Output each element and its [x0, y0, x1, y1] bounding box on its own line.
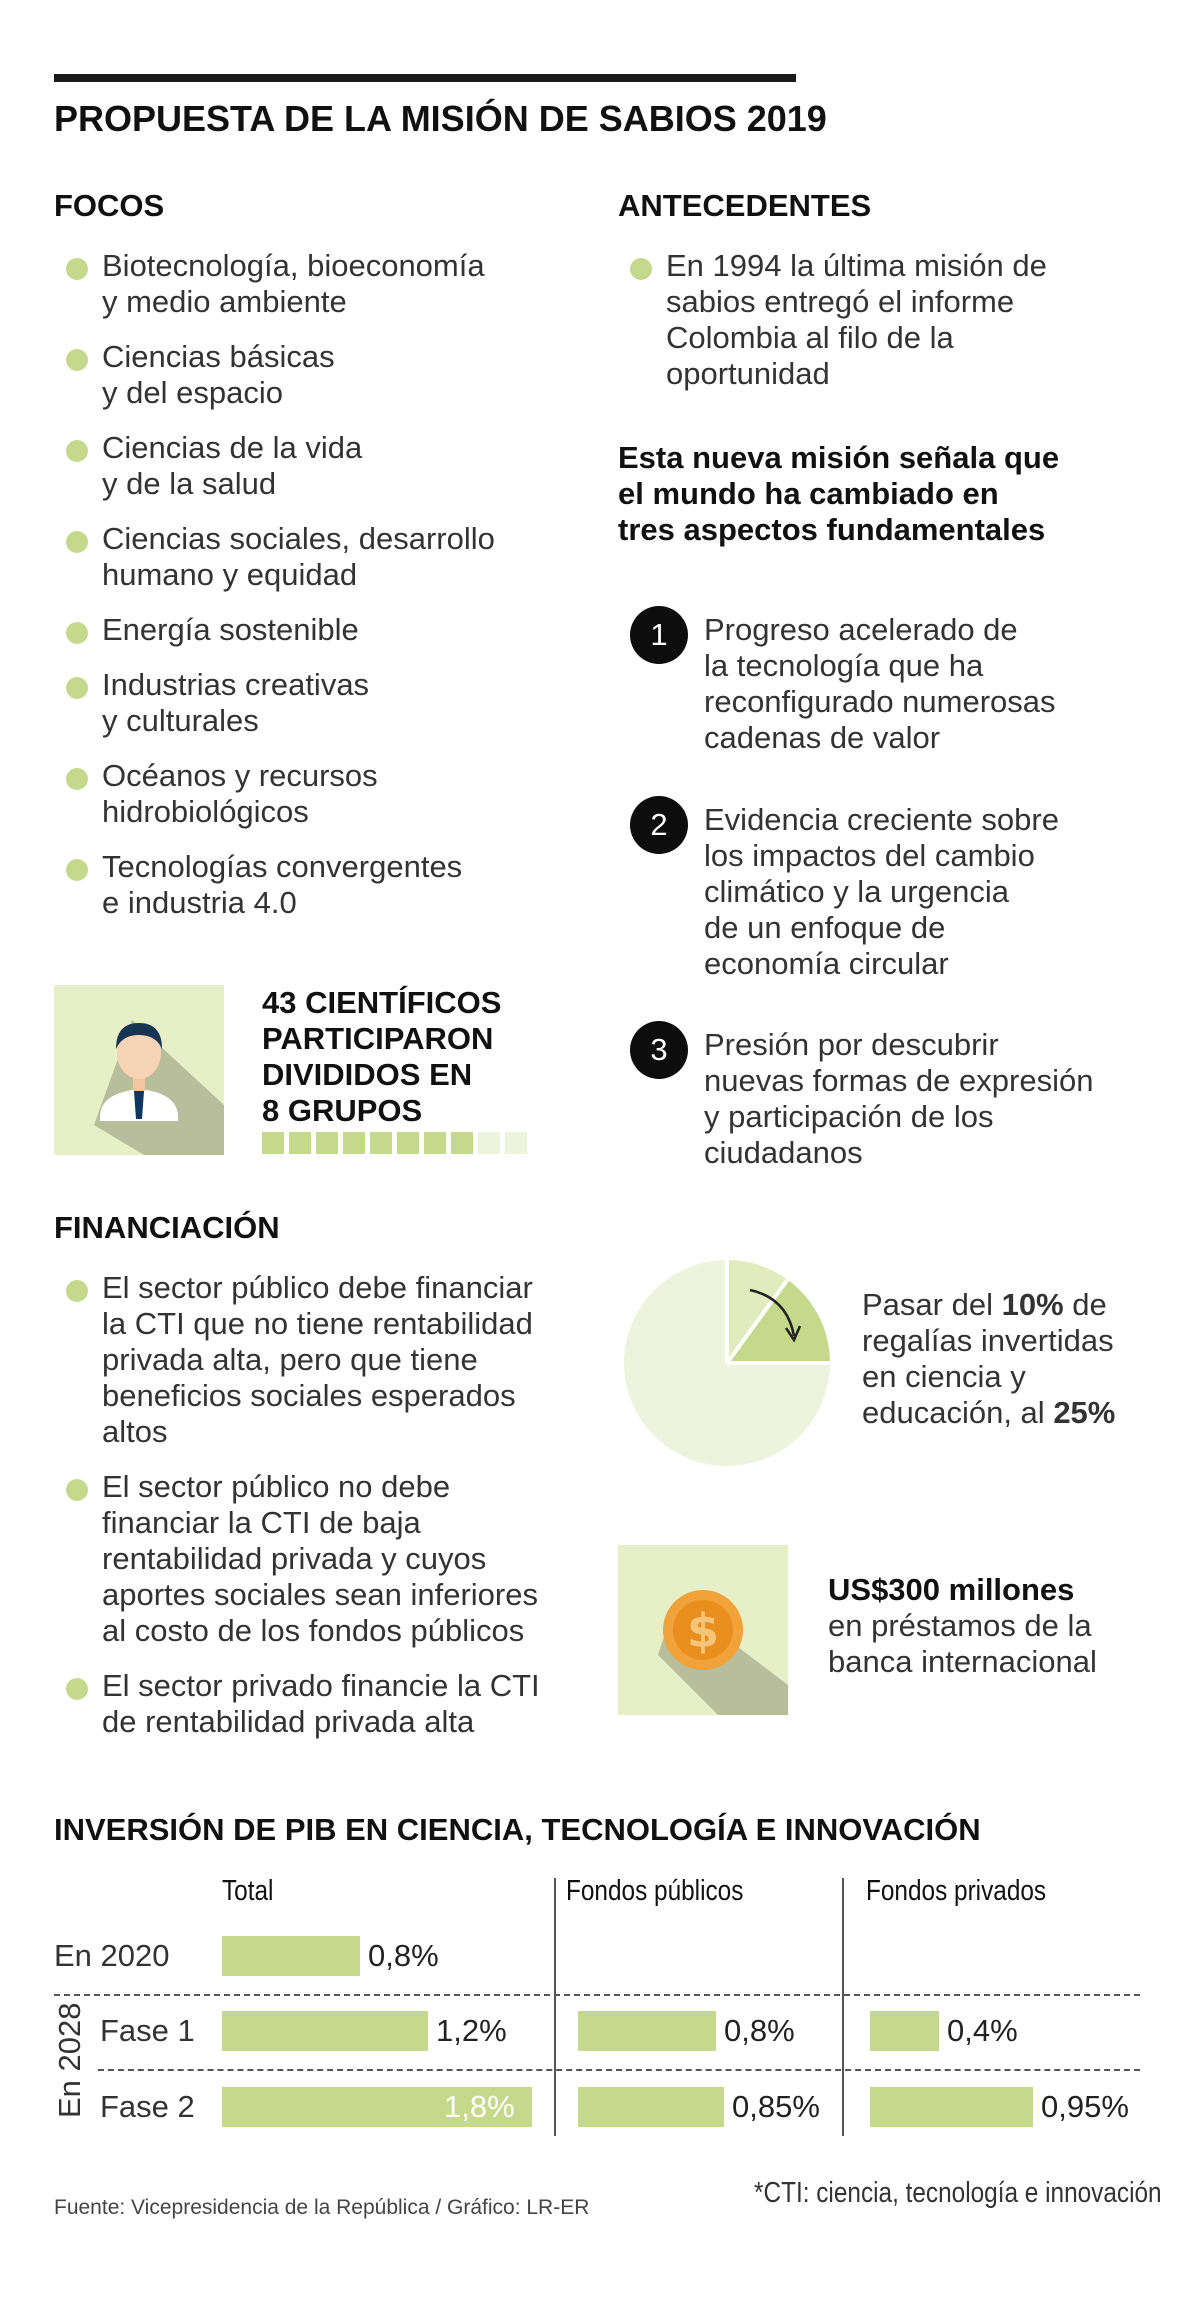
regalias-line4-pre: educación, al [862, 1395, 1054, 1430]
list-item: El sector público debe financiar la CTI que no tiene rentabilidad privada alta, pero que tiene beneficios sociales esperados altos [54, 1270, 614, 1450]
loans-desc: en préstamos de la banca internacional [828, 1608, 1097, 1679]
row-label-fase2: Fase 2 [100, 2089, 195, 2124]
source: Fuente: Vicepresidencia de la República / Gráfico: LR-ER [54, 2196, 590, 2219]
focos-list [54, 248, 614, 940]
bar-0-0 [222, 1936, 360, 1976]
bar-value-label: 0,4% [947, 2013, 1018, 2048]
antecedentes-intro: Esta nueva misión señala que el mundo ha cambiado en tres aspectos fundamentales [618, 440, 1060, 547]
page-title: PROPUESTA DE LA MISIÓN DE SABIOS 2019 [54, 98, 827, 139]
group-block-filled [343, 1132, 365, 1154]
list-item: El sector público no debe financiar la CTI de baja rentabilidad privada y cuyos aportes sociales sean inferiores al costo de los fondos públicos [54, 1469, 614, 1649]
row-divider [54, 1994, 1140, 1996]
scientists-text: 43 CIENTÍFICOS PARTICIPARON DIVIDIDOS EN 8 GRUPOS [262, 985, 502, 1128]
bar-1-0 [222, 2011, 428, 2051]
column-divider [842, 1878, 844, 2136]
col-head-total: Total [222, 1875, 274, 1907]
bar-value-label: 0,95% [1041, 2089, 1129, 2124]
antecedentes-list [618, 248, 1178, 411]
group-block-filled [262, 1132, 284, 1154]
list-item: Ciencias sociales, desarrollo humano y equidad [54, 521, 614, 593]
list-item: Ciencias de la vida y de la salud [54, 430, 614, 502]
top-rule [54, 74, 796, 82]
financiacion-title: FINANCIACIÓN [54, 1210, 280, 1245]
list-item: Ciencias básicas y del espacio [54, 339, 614, 411]
antecedentes-title: ANTECEDENTES [618, 188, 872, 223]
bar-value-label: 0,85% [732, 2089, 820, 2124]
number-badge: 2 [630, 796, 688, 854]
number-badge: 1 [630, 606, 688, 664]
footnote: *CTI: ciencia, tecnología e innovación [754, 2177, 1162, 2209]
aspect-text: Evidencia creciente sobre los impactos del cambio climático y la urgencia de un enfoque de economía circular [704, 802, 1059, 981]
scientist-icon [54, 985, 224, 1155]
group-block-filled [397, 1132, 419, 1154]
row-divider [98, 2069, 1140, 2071]
regalias-line3: en ciencia y [862, 1359, 1026, 1394]
list-item: El sector privado financie la CTI de rentabilidad privada alta [54, 1668, 614, 1740]
col-head-publicos: Fondos públicos [566, 1875, 744, 1907]
loans-amount: US$300 millones [828, 1572, 1075, 1607]
regalias-text [862, 1287, 1115, 1431]
list-item: Energía sostenible [54, 612, 614, 648]
list-item: En 1994 la última misión de sabios entregó el informe Colombia al filo de la oportunidad [618, 248, 1178, 392]
bar-1-1 [578, 2011, 716, 2051]
coin-tile [618, 1545, 788, 1715]
bar-value-label: 1,8% [444, 2089, 515, 2124]
group-block-empty [478, 1132, 500, 1154]
chart-title: INVERSIÓN DE PIB EN CIENCIA, TECNOLOGÍA E INNOVACIÓN [54, 1812, 981, 1847]
regalias-pie [622, 1258, 832, 1468]
bar-value-label: 1,2% [436, 2013, 507, 2048]
list-item: Industrias creativas y culturales [54, 667, 614, 739]
bar-value-label: 0,8% [724, 2013, 795, 2048]
bar-2-2 [870, 2087, 1033, 2127]
bar-2-1 [578, 2087, 724, 2127]
pie-chart [622, 1258, 832, 1468]
group-block-filled [451, 1132, 473, 1154]
row-label-2020: En 2020 [54, 1938, 170, 1973]
number-badge: 3 [630, 1021, 688, 1079]
group-block-filled [289, 1132, 311, 1154]
group-block-filled [370, 1132, 392, 1154]
regalias-line2: regalías invertidas [862, 1323, 1114, 1358]
bar-value-label: 0,8% [368, 1938, 439, 1973]
regalias-line1-pre: Pasar del [862, 1287, 1002, 1322]
group-block-filled [316, 1132, 338, 1154]
regalias-from: 10% [1001, 1287, 1064, 1322]
aspect-text: Presión por descubrir nuevas formas de expresión y participación de los ciudadanos [704, 1027, 1094, 1170]
row-label-fase1: Fase 1 [100, 2013, 195, 2048]
list-item: Tecnologías convergentes e industria 4.0 [54, 849, 614, 921]
regalias-to: 25% [1053, 1395, 1116, 1430]
group-blocks [262, 1132, 527, 1154]
group-block-filled [424, 1132, 446, 1154]
aspect-text: Progreso acelerado de la tecnología que ha reconfigurado numerosas cadenas de valor [704, 612, 1056, 755]
bar-1-2 [870, 2011, 939, 2051]
loans-text [828, 1572, 1097, 1680]
group-block-empty [505, 1132, 527, 1154]
col-head-privados: Fondos privados [866, 1875, 1047, 1907]
scientist-tile [54, 985, 224, 1155]
svg-text:$: $ [686, 1604, 720, 1658]
column-divider [554, 1878, 556, 2136]
dollar-coin-icon [618, 1545, 788, 1715]
regalias-line1-post: de [1063, 1287, 1107, 1322]
focos-title: FOCOS [54, 188, 165, 223]
list-item: Biotecnología, bioeconomía y medio ambiente [54, 248, 614, 320]
financiacion-list [54, 1270, 614, 1759]
list-item: Océanos y recursos hidrobiológicos [54, 758, 614, 830]
group-label-2028: En 2028 [52, 2002, 87, 2118]
